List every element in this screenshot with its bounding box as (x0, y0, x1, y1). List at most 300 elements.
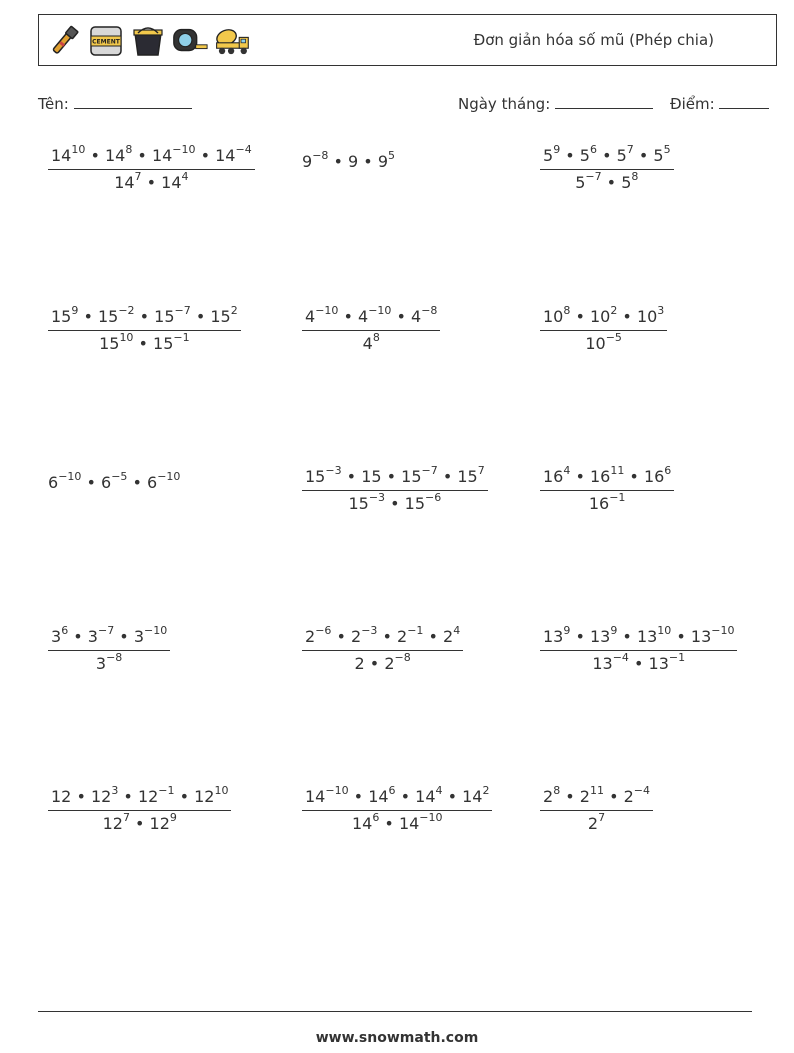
base: 14 (351, 814, 373, 833)
exponent: −10 (325, 783, 349, 797)
operator-dot: • (81, 473, 102, 492)
exponent: 3 (657, 303, 665, 317)
base: 4 (362, 334, 373, 353)
exponent: 6 (61, 623, 69, 637)
exponent: 10 (119, 330, 134, 344)
problem-12 (540, 623, 737, 673)
problem-3 (540, 142, 674, 192)
power-term (97, 303, 135, 326)
base: 9 (302, 152, 313, 171)
cement-bag-icon (87, 23, 125, 59)
cement-truck-icon (213, 23, 251, 59)
fraction (302, 303, 440, 353)
power-term (653, 142, 671, 165)
power-term (579, 783, 604, 806)
power-term (401, 463, 438, 486)
base: 10 (589, 307, 611, 326)
operator-dot: • (570, 307, 590, 326)
operator-dot: • (437, 467, 458, 486)
exponent: 7 (134, 169, 142, 183)
power-term (355, 654, 365, 673)
exponent: 9 (71, 303, 79, 317)
base: 2 (351, 627, 362, 646)
power-term (589, 463, 625, 486)
numerator (302, 783, 492, 810)
numerator (540, 303, 667, 330)
base: 15 (99, 334, 120, 353)
problem-6 (540, 303, 667, 353)
operator-dot: • (379, 814, 399, 833)
exponent: −2 (118, 303, 135, 317)
base: 15 (153, 334, 174, 353)
operator-dot: • (391, 307, 412, 326)
fraction (540, 142, 674, 192)
power-term (643, 463, 672, 486)
power-term (351, 623, 378, 646)
operator-dot: • (560, 146, 580, 165)
power-term (616, 142, 634, 165)
exponent: 9 (553, 142, 561, 156)
base: 4 (411, 307, 422, 326)
exponent: −7 (174, 303, 191, 317)
footer-url: www.snowmath.com (315, 1030, 479, 1046)
operator-dot: • (114, 627, 134, 646)
power-term (51, 303, 79, 326)
denominator (302, 490, 488, 513)
bucket-icon (129, 23, 167, 59)
base: 2 (397, 627, 408, 646)
base: 2 (587, 814, 599, 833)
exponent: 7 (598, 810, 606, 824)
denominator (48, 810, 231, 833)
operator-dot: • (68, 627, 88, 646)
base: 16 (543, 467, 564, 486)
power-term (194, 783, 229, 806)
base: 12 (51, 787, 72, 806)
exponent: −8 (394, 650, 411, 664)
exponent: −10 (172, 142, 196, 156)
power-term (636, 623, 672, 646)
power-term (368, 783, 396, 806)
exponent: 4 (453, 623, 461, 637)
base: 15 (51, 307, 72, 326)
exponent: 3 (111, 783, 119, 797)
operator-dot: • (560, 787, 580, 806)
base: 14 (114, 173, 135, 192)
power-term (543, 303, 571, 326)
exponent: −1 (407, 623, 424, 637)
operator-dot: • (348, 787, 369, 806)
fraction (302, 783, 492, 833)
numerator (48, 142, 255, 169)
base: 12 (90, 787, 112, 806)
problem-14 (302, 783, 492, 833)
exponent: −8 (106, 650, 123, 664)
power-term (457, 463, 485, 486)
base: 15 (361, 467, 382, 486)
operator-dot: • (570, 467, 590, 486)
base: 15 (401, 467, 422, 486)
denominator (540, 169, 674, 192)
base: 12 (102, 814, 123, 833)
base: 5 (579, 146, 590, 165)
operator-dot: • (129, 814, 150, 833)
power-term (579, 142, 597, 165)
numerator (540, 623, 737, 650)
denominator (540, 810, 653, 833)
power-term (133, 623, 168, 646)
operator-dot: • (596, 146, 617, 165)
date-field (458, 94, 653, 113)
base: 15 (457, 467, 478, 486)
base: 5 (543, 146, 554, 165)
product-expression (48, 467, 180, 492)
power-term (114, 169, 142, 192)
exponent: 11 (610, 463, 625, 477)
numerator (302, 623, 463, 650)
power-term (636, 303, 665, 326)
operator-dot: • (570, 627, 590, 646)
base: 14 (368, 787, 389, 806)
base: 16 (588, 494, 610, 513)
exponent: 9 (169, 810, 177, 824)
problem-8 (302, 463, 488, 513)
operator-dot: • (331, 627, 352, 646)
tape-measure-icon (171, 23, 209, 59)
problem-5 (302, 303, 440, 353)
problem-10 (48, 623, 170, 673)
exponent: −7 (585, 169, 602, 183)
operator-dot: • (617, 627, 637, 646)
header-box (38, 14, 777, 66)
power-term (149, 810, 177, 833)
base: 6 (101, 473, 112, 492)
denominator (48, 650, 170, 673)
power-term (351, 810, 380, 833)
operator-dot: • (385, 494, 405, 513)
date-blank[interactable] (555, 94, 653, 109)
power-term (161, 169, 189, 192)
base: 14 (51, 146, 72, 165)
power-term (361, 467, 381, 486)
score-blank[interactable] (719, 94, 769, 109)
fraction (540, 303, 667, 353)
exponent: 5 (388, 148, 395, 162)
operator-dot: • (624, 467, 644, 486)
base: 6 (147, 473, 158, 492)
power-term (589, 623, 618, 646)
base: 13 (648, 654, 669, 673)
operator-dot: • (190, 307, 211, 326)
base: 5 (616, 146, 627, 165)
base: 2 (443, 627, 454, 646)
power-term (543, 463, 571, 486)
base: 5 (621, 173, 632, 192)
power-term (362, 330, 380, 353)
base: 3 (95, 654, 107, 673)
problem-2 (302, 146, 395, 171)
worksheet-title: Đơn giản hóa số mũ (Phép chia) (473, 31, 714, 49)
exponent: 6 (589, 142, 597, 156)
base: 10 (636, 307, 658, 326)
operator-dot: • (134, 307, 155, 326)
power-term (305, 303, 339, 326)
date-label: Ngày tháng: (458, 95, 551, 113)
operator-dot: • (78, 307, 98, 326)
base: 2 (579, 787, 590, 806)
base: 2 (354, 654, 365, 673)
fraction (48, 783, 231, 833)
power-term (585, 330, 622, 353)
power-term (648, 650, 686, 673)
exponent: 10 (71, 142, 86, 156)
exponent: 7 (122, 810, 130, 824)
base: 2 (305, 627, 316, 646)
base: 15 (97, 307, 119, 326)
base: 2 (623, 787, 634, 806)
exponent: 5 (663, 142, 671, 156)
denominator (540, 650, 737, 673)
power-term (147, 469, 181, 492)
exponent: 2 (610, 303, 618, 317)
base: 3 (87, 627, 98, 646)
problem-15 (540, 783, 653, 833)
exponent: 9 (610, 623, 618, 637)
base: 2 (543, 787, 554, 806)
power-term (621, 169, 639, 192)
numerator (540, 142, 674, 169)
power-term (95, 650, 123, 673)
exponent: 2 (230, 303, 238, 317)
exponent: 10 (214, 783, 229, 797)
base: 15 (154, 307, 175, 326)
operator-dot: • (195, 146, 216, 165)
power-term (154, 303, 191, 326)
operator-dot: • (174, 787, 195, 806)
base: 13 (589, 627, 611, 646)
exponent: 4 (435, 783, 443, 797)
power-term (215, 142, 252, 165)
exponent: 6 (388, 783, 396, 797)
fraction (48, 623, 170, 673)
fraction (540, 783, 653, 833)
power-term (151, 142, 196, 165)
numerator (540, 783, 653, 810)
power-term (48, 469, 82, 492)
exponent: 2 (482, 783, 490, 797)
denominator (302, 810, 492, 833)
power-term (623, 783, 650, 806)
base: 12 (137, 787, 159, 806)
power-term (587, 810, 606, 833)
score-field (670, 94, 769, 113)
base: 5 (575, 173, 586, 192)
exponent: 4 (563, 463, 571, 477)
base: 6 (48, 473, 59, 492)
power-term (305, 623, 332, 646)
power-term (397, 623, 424, 646)
denominator (302, 650, 463, 673)
power-term (377, 148, 395, 171)
exponent: −1 (173, 330, 190, 344)
power-term (588, 490, 626, 513)
base: 13 (543, 627, 564, 646)
base: 14 (415, 787, 436, 806)
fraction (540, 463, 674, 513)
numerator (302, 303, 440, 330)
base: 13 (690, 627, 712, 646)
power-term (592, 650, 629, 673)
base: 14 (104, 146, 126, 165)
operator-dot: • (133, 334, 154, 353)
power-term (411, 303, 438, 326)
exponent: −10 (368, 303, 392, 317)
power-term (302, 148, 329, 171)
power-term (462, 783, 490, 806)
base: 14 (305, 787, 326, 806)
base: 12 (149, 814, 170, 833)
operator-dot: • (127, 473, 148, 492)
operator-dot: • (671, 627, 691, 646)
exponent: 4 (181, 169, 189, 183)
power-term (210, 303, 238, 326)
base: 15 (404, 494, 426, 513)
score-label: Điểm: (670, 95, 715, 113)
exponent: −3 (361, 623, 378, 637)
exponent: −1 (158, 783, 175, 797)
power-term (305, 463, 342, 486)
operator-dot: • (633, 146, 654, 165)
base: 14 (151, 146, 173, 165)
exponent: −5 (111, 469, 128, 483)
exponent: 7 (477, 463, 485, 477)
power-term (589, 303, 618, 326)
exponent: −5 (605, 330, 622, 344)
base: 13 (592, 654, 613, 673)
power-term (690, 623, 735, 646)
product-expression (302, 146, 395, 171)
base: 3 (133, 627, 144, 646)
wrench-icon (45, 23, 83, 59)
exponent: −1 (668, 650, 686, 664)
exponent: −7 (97, 623, 115, 637)
power-term (51, 787, 71, 806)
exponent: −6 (315, 623, 332, 637)
operator-dot: • (617, 307, 637, 326)
base: 5 (653, 146, 664, 165)
operator-dot: • (338, 307, 359, 326)
name-blank[interactable] (74, 94, 192, 109)
power-term (101, 469, 128, 492)
exponent: 8 (372, 330, 380, 344)
fraction (48, 303, 241, 353)
problem-9 (540, 463, 674, 513)
operator-dot: • (141, 173, 162, 192)
name-field (38, 94, 192, 113)
header-icons (45, 23, 251, 59)
operator-dot: • (118, 787, 138, 806)
exponent: −10 (711, 623, 735, 637)
operator-dot: • (423, 627, 444, 646)
problem-13 (48, 783, 231, 833)
operator-dot: • (71, 787, 91, 806)
operator-dot: • (628, 654, 649, 673)
exponent: 8 (563, 303, 571, 317)
base: 14 (161, 173, 182, 192)
operator-dot: • (381, 467, 402, 486)
power-term (543, 783, 561, 806)
denominator (48, 169, 255, 192)
fraction (302, 463, 488, 513)
operator-dot: • (341, 467, 362, 486)
base: 14 (215, 146, 236, 165)
power-term (153, 330, 190, 353)
operator-dot: • (328, 152, 349, 171)
power-term (348, 152, 358, 171)
power-term (348, 490, 386, 513)
base: 16 (643, 467, 665, 486)
base: 10 (543, 307, 564, 326)
base: 12 (194, 787, 215, 806)
denominator (48, 330, 241, 353)
power-term (404, 490, 442, 513)
operator-dot: • (603, 787, 624, 806)
exponent: −1 (609, 490, 626, 504)
base: 4 (305, 307, 316, 326)
exponent: −3 (325, 463, 342, 477)
base: 4 (358, 307, 369, 326)
base: 3 (51, 627, 62, 646)
power-term (51, 623, 69, 646)
power-term (99, 330, 134, 353)
denominator (540, 490, 674, 513)
exponent: −8 (312, 148, 329, 162)
problem-11 (302, 623, 463, 673)
exponent: 11 (589, 783, 604, 797)
power-term (543, 623, 571, 646)
operator-dot: • (442, 787, 463, 806)
exponent: 6 (372, 810, 380, 824)
exponent: 9 (563, 623, 571, 637)
exponent: 8 (553, 783, 561, 797)
base: 10 (585, 334, 606, 353)
fraction (48, 142, 255, 192)
problem-7 (48, 467, 180, 492)
exponent: −10 (144, 623, 168, 637)
operator-dot: • (364, 654, 385, 673)
base: 13 (636, 627, 658, 646)
exponent: −8 (421, 303, 438, 317)
denominator (302, 330, 440, 353)
power-term (87, 623, 115, 646)
power-term (384, 650, 411, 673)
numerator (48, 303, 241, 330)
cement-label: CEMENT (92, 38, 120, 46)
exponent: 6 (664, 463, 672, 477)
exponent: −10 (419, 810, 443, 824)
operator-dot: • (132, 146, 152, 165)
exponent: −10 (315, 303, 339, 317)
exponent: −10 (157, 469, 181, 483)
power-term (398, 810, 443, 833)
numerator (48, 783, 231, 810)
base: 15 (305, 467, 326, 486)
exponent: −4 (633, 783, 650, 797)
numerator (48, 623, 170, 650)
operator-dot: • (601, 173, 622, 192)
operator-dot: • (395, 787, 416, 806)
power-term (90, 783, 119, 806)
